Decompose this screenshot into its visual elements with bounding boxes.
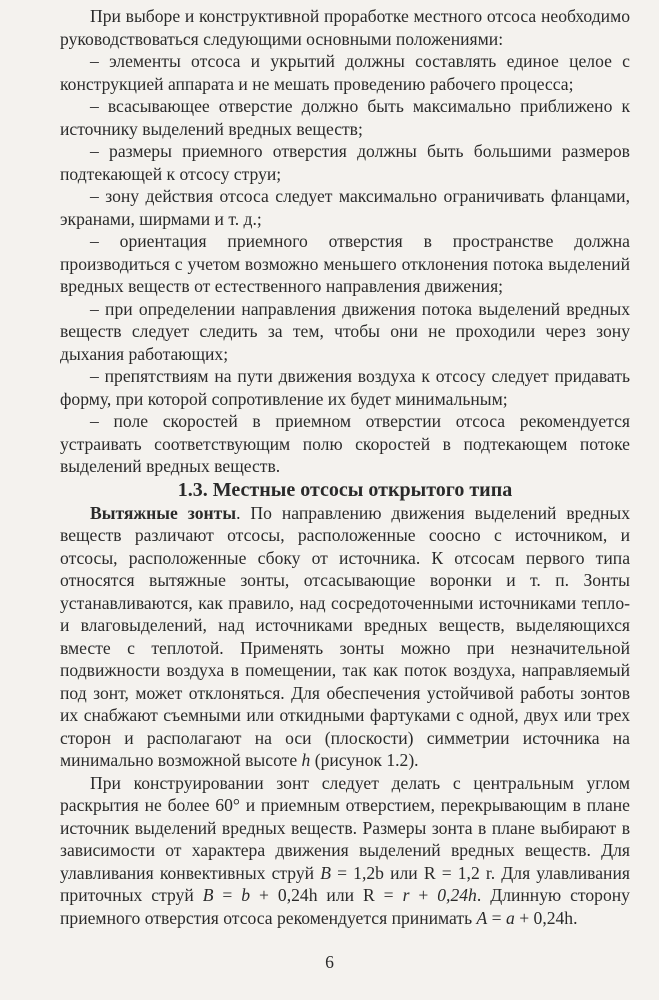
paragraph-text: = 1,2b или R = 1,2 r. Для улавливания приточных струй — [60, 862, 630, 905]
paragraph-text: (рисунок 1.2). — [310, 750, 419, 770]
symbol-a: a — [506, 907, 515, 928]
symbol-A: A — [476, 907, 488, 928]
paragraph-text: = — [487, 907, 506, 928]
symbol-B: B — [320, 862, 331, 883]
paragraph-text: = — [213, 885, 242, 905]
paragraph-design — [60, 772, 630, 930]
symbol-r: r — [402, 885, 410, 905]
list-item: – элементы отсоса и укрытий должны составлять единое целое с конструкцией аппарата и не мешать проведению рабочего процесса; — [60, 51, 630, 94]
section-heading: 1.3. Местные отсосы открытого типа — [177, 478, 513, 501]
bold-term: Вытяжные зонты — [90, 502, 237, 523]
paragraph-intro: При выборе и конструктивной проработке местного отсоса необходимо руководствоваться следующими основными положениями: — [60, 6, 630, 49]
symbol-b: b — [241, 885, 251, 905]
paragraph-text: При конструировании зонт следует делать с центральным углом раскрытия не более 60° и приемным отверстием, перекрывающим в плане источник выделений вредных веществ. Размеры зонта в плане выбирают в зависимости от характера движения выделений вредных веществ. Для улавливания конвективных струй — [60, 772, 630, 883]
list-item: – зону действия отсоса следует максимально ограничивать фланцами, экранами, ширмами и т. д.; — [60, 186, 630, 229]
list-item: – при определении направления движения потока выделений вредных веществ следует следить за тем, чтобы они не проходили через зону дыхания работающих; — [60, 298, 630, 364]
paragraph-hoods — [60, 502, 630, 772]
list-item: – поле скоростей в приемном отверстии отсоса рекомендуется устраивать соответствующим полю скоростей в подтекающем потоке выделений вредных веществ. — [60, 411, 630, 476]
list-item: – препятствиям на пути движения воздуха к отсосу следует придавать форму, при которой сопротивление их будет минимальным; — [60, 366, 630, 409]
symbol-024h: 0,24h — [437, 885, 477, 905]
list-item: – ориентация приемного отверстия в пространстве должна производиться с учетом возможно меньшего отклонения потока выделений вредных веществ от естественного направления движения; — [60, 231, 630, 296]
list-item: – всасывающее отверстие должно быть максимально приближено к источнику выделений вредных веществ; — [60, 96, 630, 139]
page-number: 6 — [325, 952, 334, 972]
paragraph-text: + 0,24h или R = — [250, 885, 403, 905]
paragraph-text: + — [409, 885, 438, 905]
paragraph-text: . По направлению движения выделений вредных веществ различают отсосы, расположенные соосно с источником, и отсосы, расположенные сбоку от источника. К отсосам первого типа относятся вытяжные зонты, отсасывающие воронки и т. п. Зонты устанавливаются, как правило, над сосредоточенными источниками тепло- и влаговыделений, над источниками вредных веществ, выделяющихся вместе с теплотой. Применять зонты можно при незначительной подвижности воздуха в помещении, так как поток воздуха, направляемый под зонт, может отклоняться. Для обеспечения устойчивой работы зонтов их снабжают съемными или откидными фартуками с одной, двух или трех сторон и располагают на оси (плоскости) симметрии источника на минимально возможной высоте — [60, 502, 630, 770]
list-item: – размеры приемного отверстия должны быть большими размеров подтекающей к отсосу струи; — [60, 141, 630, 184]
symbol-B: B — [202, 885, 214, 905]
paragraph-text: + 0,24h. — [514, 907, 578, 928]
paragraph-text: . Длинную сторону приемного отверстия отсоса рекомендуется принимать — [60, 885, 630, 928]
body-text — [60, 0, 630, 929]
symbol-h: h — [301, 750, 311, 770]
